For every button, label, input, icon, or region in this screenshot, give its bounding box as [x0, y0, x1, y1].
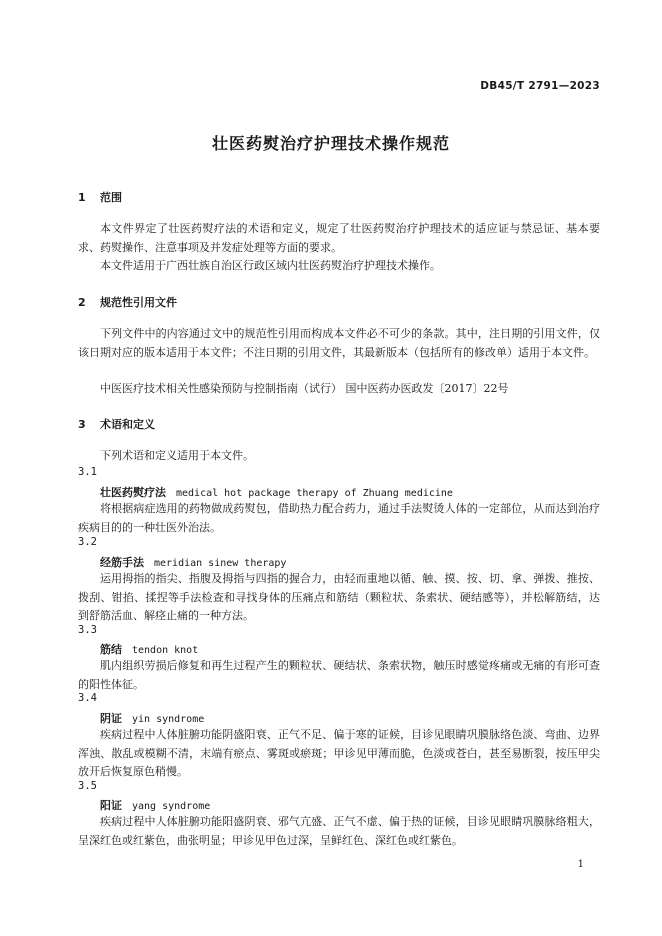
paragraph: 本文件界定了壮医药熨疗法的术语和定义，规定了壮医药熨治疗护理技术的适应证与禁忌证、基本要求、药熨操作、注意事项及并发症处理等方面的要求。 [78, 222, 600, 254]
term-en: yin syndrome [132, 714, 205, 725]
term-number: 3.4 [78, 692, 97, 704]
section-title: 术语和定义 [100, 418, 155, 431]
term-heading [100, 641, 198, 657]
term-heading [100, 484, 453, 500]
page-number: 1 [577, 859, 584, 870]
section-heading-1 [78, 189, 122, 205]
term-zh: 筋结 [100, 643, 122, 656]
section-heading-3 [78, 416, 155, 432]
term-definition: 疾病过程中人体脏腑功能阳盛阴衰、邪气亢盛、正气不虚、偏于热的证候，目诊见眼睛巩膜脉络粗大，呈深红色或红紫色，曲张明显；甲诊见甲色过深，呈鲜红色、深红色或红紫色。 [78, 815, 600, 847]
section-title: 规范性引用文件 [100, 296, 177, 309]
term-heading [100, 554, 286, 570]
paragraph: 本文件适用于广西壮族自治区行政区域内壮医药熨治疗护理技术操作。 [100, 259, 441, 272]
paragraph: 中医医疗技术相关性感染预防与控制指南（试行） 国中医药办医政发〔2017〕22号 [100, 382, 509, 395]
term-en: meridian sinew therapy [154, 558, 287, 569]
term-number: 3.2 [78, 536, 97, 548]
section-number: 3 [78, 418, 86, 431]
term-number: 3.1 [78, 466, 97, 478]
section-number: 1 [78, 191, 86, 204]
paragraph: 下列术语和定义适用于本文件。 [100, 449, 254, 462]
term-definition: 疾病过程中人体脏腑功能阴盛阳衰、正气不足、偏于寒的证候，目诊见眼睛巩膜脉络色淡、弯曲、边界浑浊、散乱或模糊不清，末端有瘀点、雾斑或瘀斑；甲诊见甲薄而脆，色淡或苍白，甚至易断裂，按压甲尖放开后恢复原色稍慢。 [78, 728, 600, 778]
paragraph: 下列文件中的内容通过文中的规范性引用而构成本文件必不可少的条款。其中，注日期的引用文件，仅该日期对应的版本适用于本文件；不注日期的引用文件，其最新版本（包括所有的修改单）适用于本文件。 [78, 327, 600, 359]
term-zh: 壮医药熨疗法 [100, 486, 166, 499]
term-definition: 肌内组织劳损后修复和再生过程产生的颗粒状、硬结状、条索状物，触压时感觉疼痛或无痛的有形可查的阳性体征。 [78, 659, 600, 691]
term-heading [100, 797, 210, 813]
term-number: 3.3 [78, 624, 97, 636]
section-heading-2 [78, 294, 177, 310]
standard-code: DB45/T 2791—2023 [480, 80, 600, 92]
term-number: 3.5 [78, 780, 97, 792]
term-en: tendon knot [132, 645, 199, 656]
document-title: 壮医药熨治疗护理技术操作规范 [211, 134, 450, 153]
section-number: 2 [78, 296, 86, 309]
term-heading [100, 710, 204, 726]
term-zh: 经筋手法 [100, 556, 144, 569]
term-en: medical hot package therapy of Zhuang medicine [176, 488, 453, 499]
term-definition: 运用拇指的指尖、指腹及拇指与四指的握合力，由轻而重地以循、触、摸、按、切、拿、弹拨、推按、拨刮、钳掐、揉捏等手法检查和寻找身体的压痛点和筋结（颗粒状、条索状、硬结感等），并松解筋结，达到舒筋活血、解痉止痛的一种方法。 [78, 572, 600, 622]
term-definition: 将根据病症选用的药物做成药熨包，借助热力配合药力，通过手法熨烫人体的一定部位，从而达到治疗疾病目的的一种壮医外治法。 [78, 502, 600, 534]
term-en: yang syndrome [132, 801, 211, 812]
term-zh: 阴证 [100, 712, 122, 725]
term-zh: 阳证 [100, 799, 122, 812]
section-title: 范围 [100, 191, 122, 204]
